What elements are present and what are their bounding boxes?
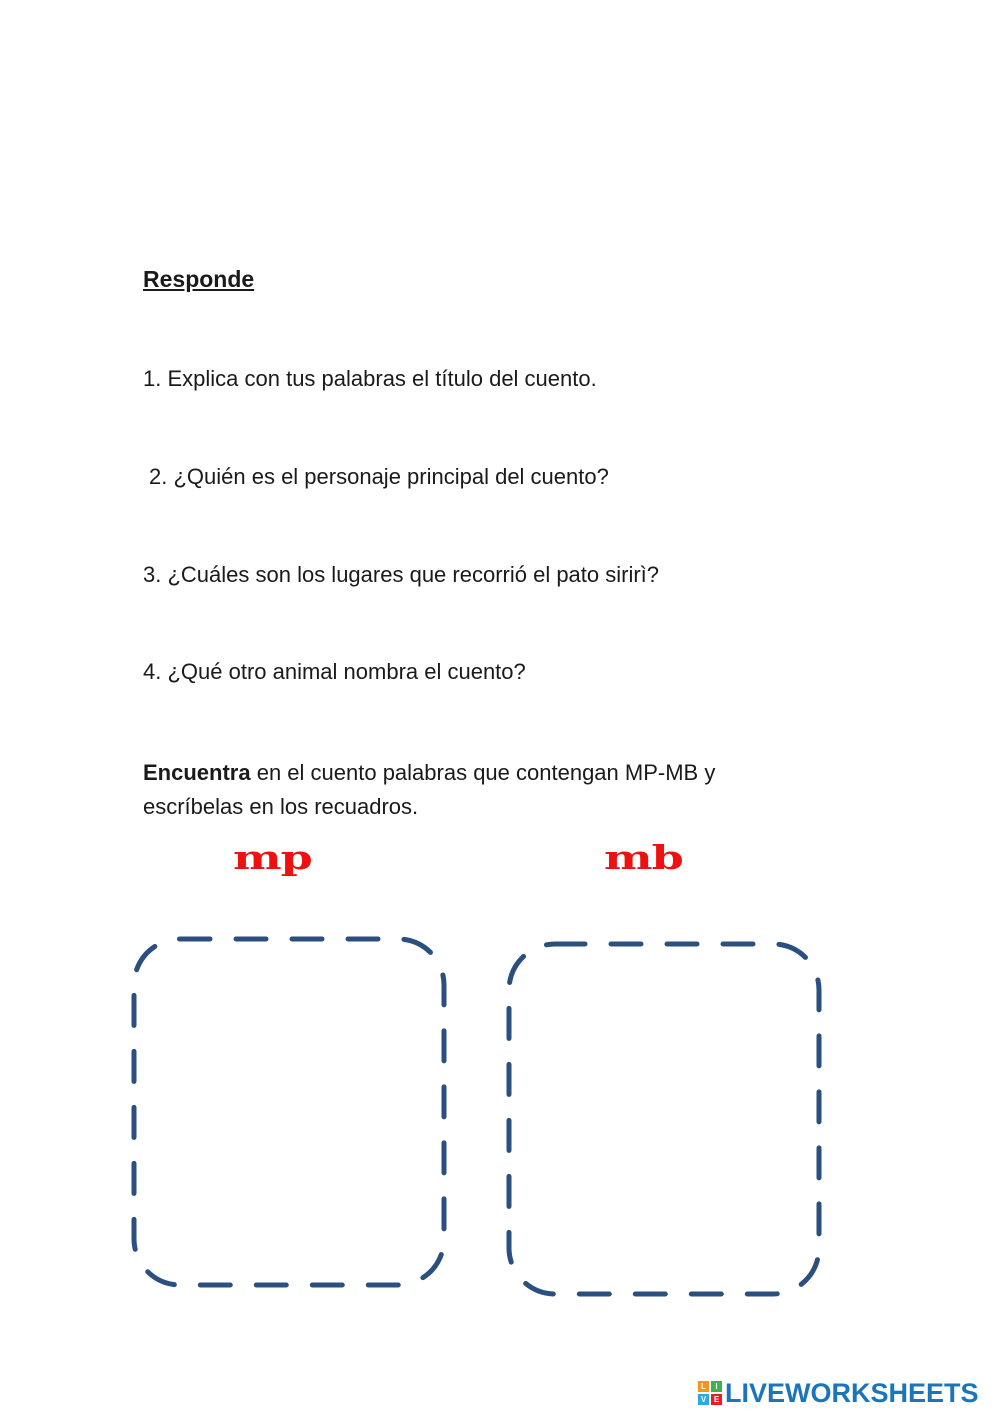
instruction-text <box>143 756 803 824</box>
liveworksheets-logo <box>698 1378 979 1408</box>
dashed-border-mb <box>509 944 819 1294</box>
answer-box-mb[interactable] <box>495 930 835 1305</box>
section-heading: Responde <box>143 266 255 292</box>
instruction-bold: Encuentra <box>143 760 251 785</box>
question-4: 4. ¿Qué otro animal nombra el cuento? <box>143 659 526 684</box>
question-2: 2. ¿Quién es el personaje principal del cuento? <box>149 464 609 489</box>
question-3: 3. ¿Cuáles son los lugares que recorrió el pato sirirì? <box>143 562 660 587</box>
label-mp: mp <box>233 838 312 877</box>
instruction-rest: en el cuento palabras que contengan MP-MB y escríbelas en los recuadros. <box>143 760 716 819</box>
question-1: 1. Explica con tus palabras el título del cuento. <box>143 366 597 391</box>
logo-text: LIVEWORKSHEETS <box>725 1377 979 1408</box>
dashed-border-mp <box>134 939 444 1285</box>
logo-icon: L I V E <box>698 1381 722 1405</box>
label-mb: mb <box>604 838 683 877</box>
answer-box-mp[interactable] <box>120 925 460 1300</box>
